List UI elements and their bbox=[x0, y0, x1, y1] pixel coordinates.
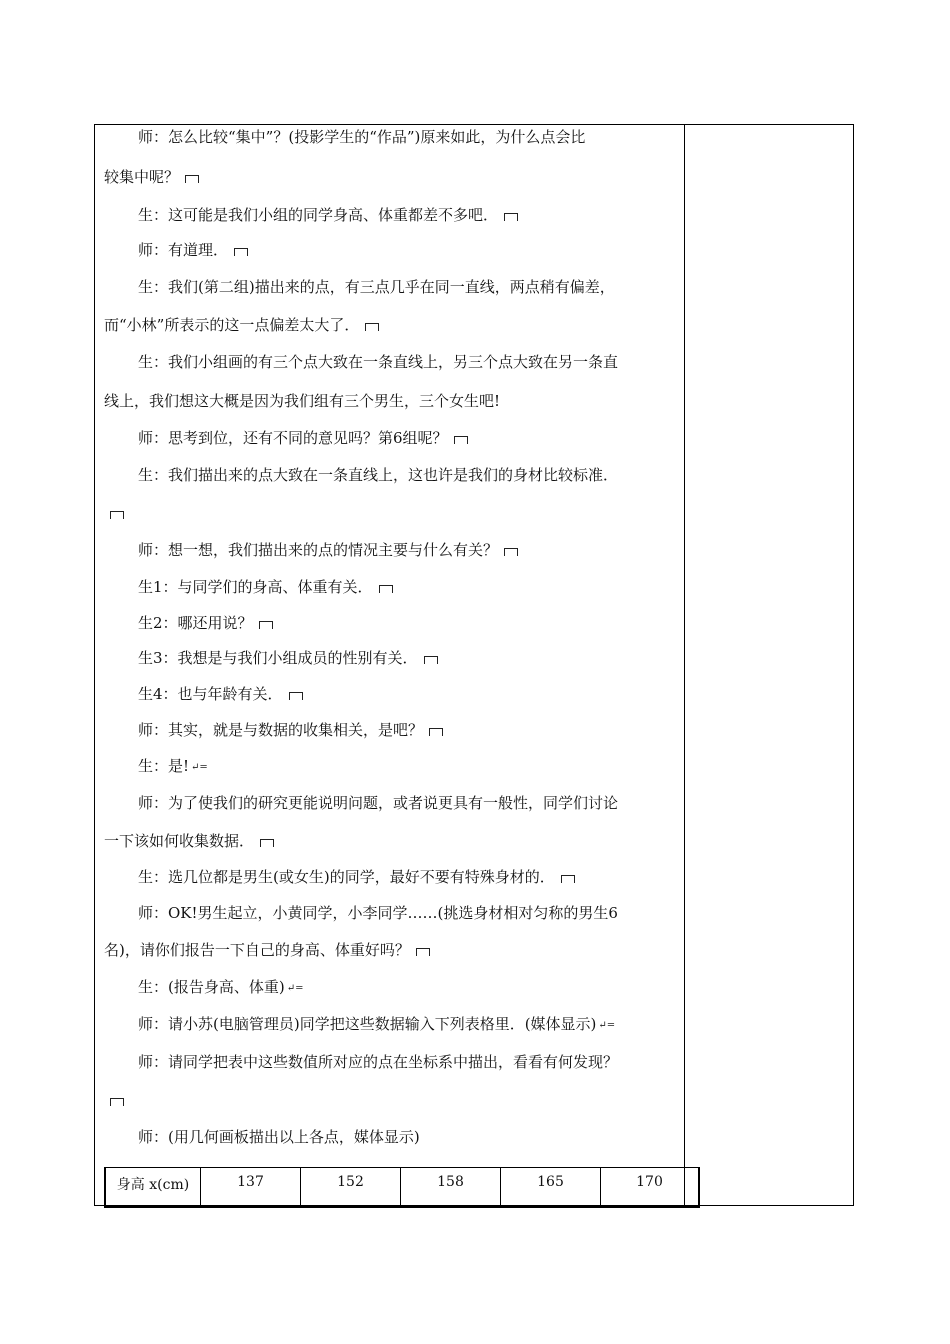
dialogue-text: 师：为了使我们的研究更能说明问题，或者说更具有一般性，同学们讨论 bbox=[138, 794, 619, 812]
dialogue-text: 师：有道理． bbox=[138, 241, 229, 259]
dialogue-text: 生4：也与年龄有关． bbox=[138, 685, 283, 703]
dialogue-text: 生：选几位都是男生(或女生)的同学，最好不要有特殊身材的． bbox=[138, 868, 555, 886]
paragraph-mark-icon bbox=[259, 621, 273, 629]
dialogue-text: 生：我们小组画的有三个点大致在一条直线上，另三个点大致在另一条直 bbox=[138, 353, 619, 371]
paragraph-mark-icon bbox=[424, 656, 438, 664]
dialogue-line bbox=[138, 277, 615, 297]
paragraph-mark-icon bbox=[454, 436, 468, 444]
line-end-mark-icon: ↵= bbox=[598, 1020, 616, 1031]
dialogue-text: 师：其实，就是与数据的收集相关，是吧？ bbox=[138, 721, 424, 739]
paragraph-mark-icon bbox=[416, 948, 430, 956]
dialogue-text: 生：是! bbox=[138, 757, 190, 775]
table-cell: 152 bbox=[301, 1168, 401, 1208]
paragraph-mark-icon bbox=[260, 839, 274, 847]
dialogue-line bbox=[138, 428, 468, 448]
dialogue-line bbox=[104, 1090, 124, 1110]
dialogue-line bbox=[138, 648, 438, 668]
table-cell: 165 bbox=[501, 1168, 601, 1208]
height-data-table bbox=[104, 1167, 700, 1208]
paragraph-mark-icon bbox=[110, 511, 124, 519]
dialogue-line bbox=[138, 1127, 420, 1147]
table-cell: 170 bbox=[601, 1168, 700, 1208]
dialogue-line bbox=[138, 720, 443, 740]
dialogue-line bbox=[138, 240, 248, 260]
dialogue-line bbox=[138, 352, 618, 372]
dialogue-line bbox=[138, 205, 518, 225]
dialogue-text: 师：怎么比较“集中”？(投影学生的“作品”)原来如此，为什么点会比 bbox=[138, 128, 586, 146]
paragraph-mark-icon bbox=[365, 323, 379, 331]
paragraph-mark-icon bbox=[289, 692, 303, 700]
dialogue-text: 较集中呢？ bbox=[104, 168, 180, 186]
dialogue-text: 师：(用几何画板描出以上各点，媒体显示) bbox=[138, 1128, 420, 1146]
paragraph-mark-icon bbox=[561, 875, 575, 883]
dialogue-line bbox=[104, 503, 124, 523]
dialogue-line bbox=[138, 465, 618, 485]
dialogue-line bbox=[138, 613, 273, 633]
dialogue-line bbox=[138, 1052, 618, 1072]
dialogue-line bbox=[138, 540, 518, 560]
dialogue-text: 生：我们(第二组)描出来的点，有三点几乎在同一直线，两点稍有偏差， bbox=[138, 278, 615, 296]
dialogue-text: 师：思考到位，还有不同的意见吗？第6组呢？ bbox=[138, 429, 448, 447]
dialogue-text: 师：请小苏(电脑管理员)同学把这些数据输入下列表格里．(媒体显示) bbox=[138, 1015, 597, 1033]
dialogue-text: 生2：哪还用说？ bbox=[138, 614, 253, 632]
dialogue-line bbox=[138, 684, 303, 704]
paragraph-mark-icon bbox=[379, 585, 393, 593]
table-cell: 137 bbox=[201, 1168, 301, 1208]
notes-column-divider bbox=[684, 124, 685, 1206]
dialogue-line bbox=[104, 315, 379, 335]
table-row bbox=[105, 1168, 699, 1208]
dialogue-text: 名)，请你们报告一下自己的身高、体重好吗？ bbox=[104, 941, 410, 959]
paragraph-mark-icon bbox=[504, 548, 518, 556]
dialogue-line bbox=[138, 127, 585, 147]
dialogue-text: 师：想一想，我们描出来的点的情况主要与什么有关？ bbox=[138, 541, 499, 559]
dialogue-text: 生3：我想是与我们小组成员的性别有关． bbox=[138, 649, 418, 667]
dialogue-text: 生：我们描出来的点大致在一条直线上，这也许是我们的身材比较标准． bbox=[138, 466, 619, 484]
dialogue-line bbox=[138, 756, 208, 778]
paragraph-mark-icon bbox=[234, 248, 248, 256]
dialogue-text: 师：OK!男生起立，小黄同学，小李同学……(挑选身材相对匀称的男生6 bbox=[138, 904, 618, 922]
dialogue-line bbox=[104, 167, 199, 187]
table-header-cell: 身高 x(cm) bbox=[105, 1168, 201, 1208]
line-end-mark-icon: ↵= bbox=[191, 762, 208, 773]
table-cell: 158 bbox=[401, 1168, 501, 1208]
dialogue-text: 生1：与同学们的身高、体重有关． bbox=[138, 578, 373, 596]
dialogue-text: 一下该如何收集数据． bbox=[104, 832, 255, 850]
dialogue-text: 而“小林”所表示的这一点偏差太大了． bbox=[104, 316, 360, 334]
paragraph-mark-icon bbox=[110, 1098, 124, 1106]
dialogue-line bbox=[104, 940, 430, 960]
dialogue-line bbox=[138, 1014, 615, 1036]
dialogue-line bbox=[138, 867, 575, 887]
dialogue-text: 师：请同学把表中这些数值所对应的点在坐标系中描出，看看有何发现？ bbox=[138, 1053, 619, 1071]
dialogue-text: 生：这可能是我们小组的同学身高、体重都差不多吧． bbox=[138, 206, 499, 224]
dialogue-line bbox=[138, 793, 618, 813]
paragraph-mark-icon bbox=[429, 728, 443, 736]
dialogue-line bbox=[138, 977, 303, 999]
dialogue-line bbox=[104, 391, 500, 411]
paragraph-mark-icon bbox=[185, 175, 199, 183]
dialogue-line bbox=[138, 903, 618, 923]
dialogue-line bbox=[104, 831, 274, 851]
line-end-mark-icon: ↵= bbox=[286, 983, 304, 994]
dialogue-text: 线上，我们想这大概是因为我们组有三个男生，三个女生吧! bbox=[104, 392, 501, 410]
paragraph-mark-icon bbox=[504, 213, 518, 221]
dialogue-line bbox=[138, 577, 393, 597]
dialogue-text: 生：(报告身高、体重) bbox=[138, 978, 285, 996]
